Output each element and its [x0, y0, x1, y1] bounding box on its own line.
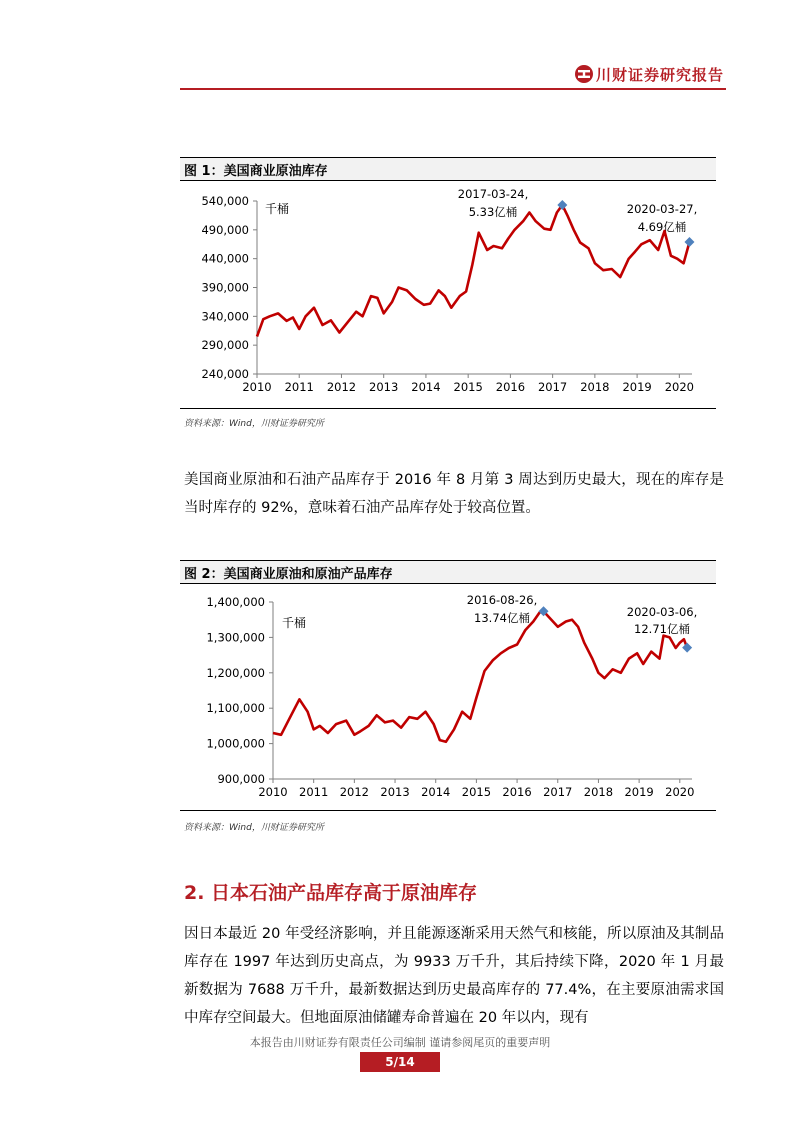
figure2-title: 图 2：美国商业原油和原油产品库存 [184, 567, 393, 582]
figure1-title: 图 1：美国商业原油库存 [184, 164, 328, 179]
x-tick-label: 2010 [242, 380, 272, 394]
annotation-marker [684, 237, 694, 247]
figure2-title-bar [180, 560, 716, 584]
x-tick-label: 2020 [665, 785, 695, 799]
footer-disclaimer: 本报告由川财证券有限责任公司编制 谨请参阅尾页的重要声明 [249, 1036, 551, 1049]
x-tick-label: 2010 [258, 785, 288, 799]
y-tick-label: 900,000 [217, 772, 265, 786]
x-tick-label: 2012 [326, 380, 357, 394]
section-heading: 2. 日本石油产品库存高于原油库存 [184, 882, 478, 904]
x-tick-label: 2016 [502, 785, 532, 799]
x-tick-label: 2018 [583, 785, 614, 799]
y-tick-label: 1,400,000 [206, 595, 265, 609]
chart2-marks [273, 606, 692, 742]
x-tick-label: 2019 [624, 785, 654, 799]
y-tick-label: 1,100,000 [206, 701, 265, 716]
x-tick-label: 2015 [461, 785, 492, 799]
y-tick-label: 540,000 [201, 194, 249, 208]
company-logo-icon [574, 64, 594, 84]
chart1-annotation-peak-date: 2017-03-24, [457, 187, 529, 201]
annotation-marker [682, 643, 692, 653]
y-tick-label: 1,000,000 [206, 736, 265, 751]
figure1-source: 资料来源：Wind，川财证券研究所 [184, 419, 324, 429]
series-line [273, 611, 687, 742]
y-tick-label: 290,000 [201, 338, 249, 353]
chart2-unit-label: 千桶 [282, 616, 307, 630]
chart1-axes [201, 194, 694, 394]
report-header [180, 60, 726, 90]
y-tick-label: 390,000 [201, 280, 249, 295]
x-tick-label: 2019 [622, 380, 652, 394]
y-tick-label: 340,000 [201, 309, 249, 324]
chart2 [180, 585, 716, 807]
x-tick-label: 2013 [380, 785, 410, 799]
figure2-source: 资料来源：Wind，川财证券研究所 [184, 823, 324, 833]
chart2-annotation-peak-date: 2016-08-26, [466, 593, 538, 607]
x-tick-label: 2011 [299, 785, 329, 799]
x-tick-label: 2012 [339, 785, 369, 799]
y-tick-label: 440,000 [201, 251, 249, 266]
x-tick-label: 2015 [453, 380, 483, 394]
header-divider [180, 88, 726, 90]
x-tick-label: 2018 [580, 380, 610, 394]
chart2-axes [206, 595, 694, 799]
chart1-annotation-last-value: 4.69亿桶 [637, 220, 687, 234]
paragraph-1: 美国商业原油和石油产品库存于 2016 年 8 月第 3 周达到历史最大，现在的库存是当时库存的 92%，意味着石油产品库存处于较高位置。 [184, 472, 724, 516]
chart2-annotation-last-date: 2020-03-06, [626, 605, 698, 619]
chart1 [180, 182, 716, 404]
figure2-bottom-rule [180, 810, 716, 811]
y-tick-label: 490,000 [201, 222, 249, 237]
chart1-marks [257, 200, 694, 336]
chart2-annotation-last-value: 12.71亿桶 [634, 622, 690, 636]
chart1-annotation-last-date: 2020-03-27, [626, 202, 698, 216]
chart1-unit-label: 千桶 [265, 202, 290, 216]
x-tick-label: 2014 [411, 380, 441, 394]
x-tick-label: 2016 [495, 380, 526, 394]
figure1-bottom-rule [180, 408, 716, 409]
x-tick-label: 2014 [421, 785, 451, 799]
paragraph-2: 因日本最近 20 年受经济影响，并且能源逐渐采用天然气和核能，所以原油及其制品库存在 1997 年达到历史高点，为 9933 万千升，其后持续下降，2020 年 1 月最新数据为 7688 万千升，最新数据达到历史最高库存的 77.4%，在主要原油需求国中库存空间最大。但地面原油储罐寿命普遍在 20 年以内，现有 [184, 926, 724, 1026]
chart1-annotation-peak-value: 5.33亿桶 [468, 205, 518, 219]
x-tick-label: 2017 [543, 785, 573, 799]
y-tick-label: 1,300,000 [206, 630, 265, 645]
figure1-title-bar [180, 157, 716, 181]
series-line [257, 205, 690, 337]
x-tick-label: 2020 [664, 380, 694, 394]
chart2-annotation-peak-value: 13.74亿桶 [474, 611, 530, 625]
x-tick-label: 2017 [537, 380, 568, 394]
y-tick-label: 240,000 [201, 367, 249, 381]
x-tick-label: 2011 [284, 380, 314, 394]
page-number: 5/14 [360, 1052, 440, 1072]
x-tick-label: 2013 [369, 380, 399, 394]
y-tick-label: 1,200,000 [206, 665, 265, 680]
header-title: 川财证券研究报告 [595, 66, 724, 84]
